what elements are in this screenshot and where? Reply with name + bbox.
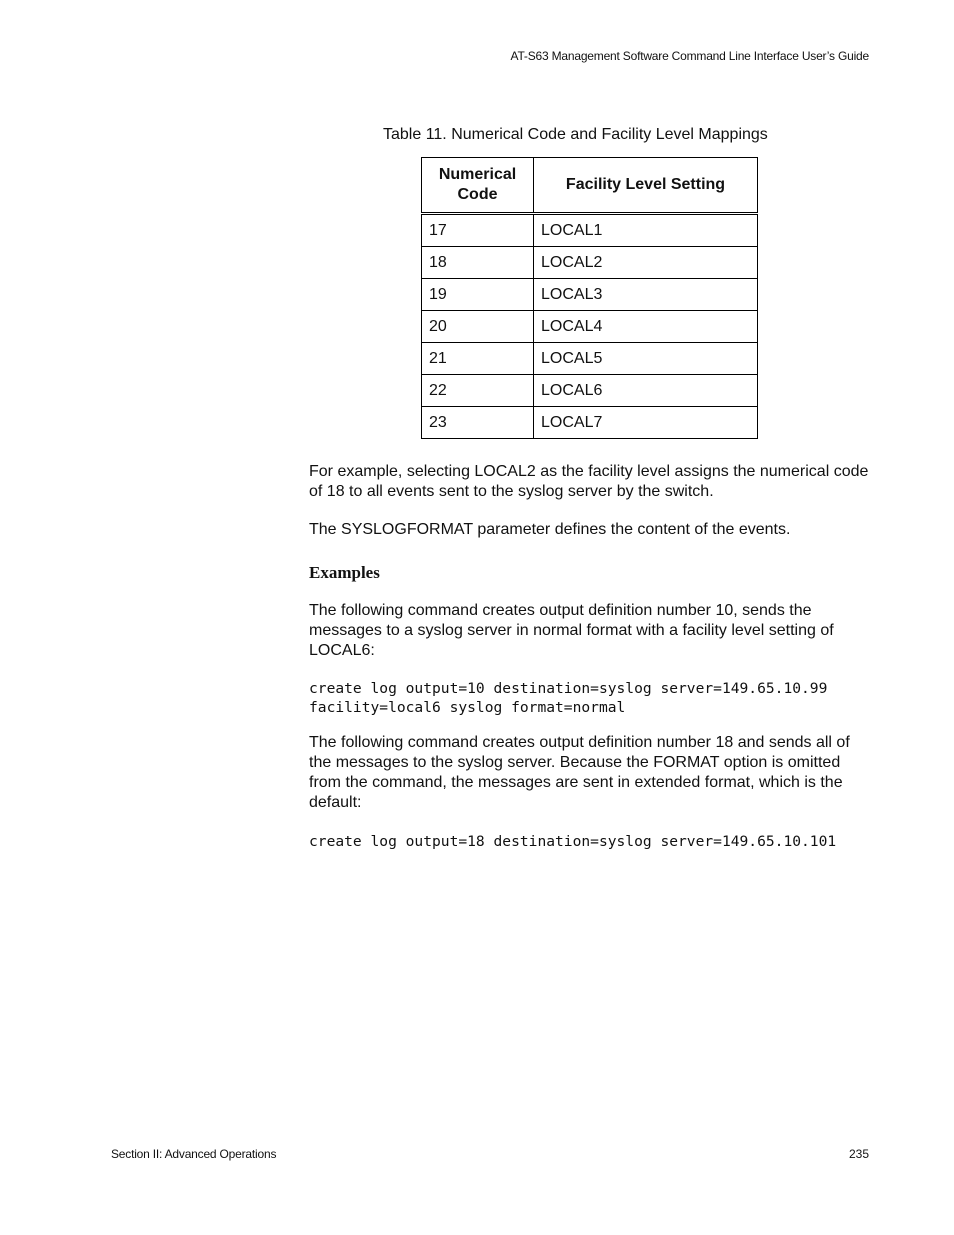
column-header-numerical-code: Numerical Code [422, 158, 534, 214]
facility-cell: LOCAL4 [534, 311, 758, 343]
table-caption: Table 11. Numerical Code and Facility Level Mappings [383, 126, 768, 143]
code-cell: 20 [422, 311, 534, 343]
paragraph-syslogformat: The SYSLOGFORMAT parameter defines the content of the events. [309, 521, 791, 538]
code-example-1-line-1: create log output=10 destination=syslog server=149.65.10.99 [309, 680, 828, 697]
paragraph-example-2: The following command creates output definition number 18 and sends all of the messages to the syslog server. Because the FORMAT option is omitted from the command, the messages are sent in extended format, which is the default: [309, 734, 850, 811]
facility-cell: LOCAL1 [534, 214, 758, 247]
facility-cell: LOCAL7 [534, 407, 758, 439]
facility-cell: LOCAL6 [534, 375, 758, 407]
code-example-2-line-1: create log output=18 destination=syslog server=149.65.10.101 [309, 833, 837, 850]
running-header: AT-S63 Management Software Command Line Interface User’s Guide [510, 49, 869, 63]
facility-cell: LOCAL2 [534, 247, 758, 279]
code-cell: 17 [422, 214, 534, 247]
code-cell: 19 [422, 279, 534, 311]
examples-heading: Examples [309, 563, 380, 582]
table-row [422, 279, 758, 311]
table-row [422, 343, 758, 375]
table-row [422, 311, 758, 343]
facility-cell: LOCAL3 [534, 279, 758, 311]
code-example-1-line-2: facility=local6 syslog format=normal [309, 699, 626, 716]
table-row [422, 247, 758, 279]
code-cell: 23 [422, 407, 534, 439]
code-cell: 21 [422, 343, 534, 375]
paragraph-example-1: The following command creates output definition number 10, sends the messages to a syslog server in normal format with a facility level setting of LOCAL6: [309, 602, 834, 659]
table-header-row [422, 158, 758, 214]
code-cell: 18 [422, 247, 534, 279]
footer-section: Section II: Advanced Operations [111, 1147, 277, 1161]
code-cell: 22 [422, 375, 534, 407]
table-row [422, 407, 758, 439]
column-header-facility-level: Facility Level Setting [534, 158, 758, 214]
facility-cell: LOCAL5 [534, 343, 758, 375]
facility-mapping-table [421, 157, 758, 439]
paragraph-local2-example: For example, selecting LOCAL2 as the facility level assigns the numerical code of 18 to all events sent to the syslog server by the switch. [309, 463, 869, 500]
page-number: 235 [848, 1147, 869, 1161]
table-row [422, 214, 758, 247]
table-row [422, 375, 758, 407]
